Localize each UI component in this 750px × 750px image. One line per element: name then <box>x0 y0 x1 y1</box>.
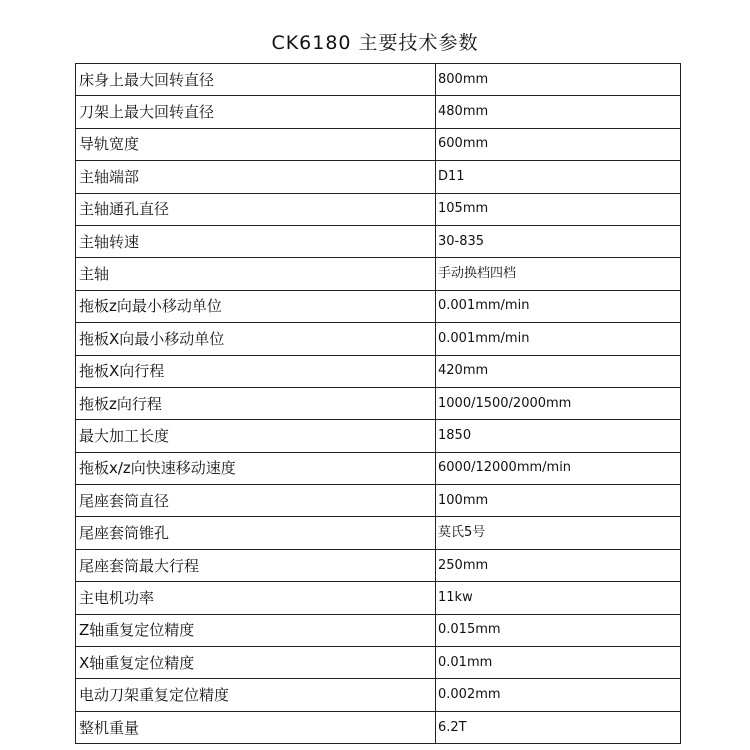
param-value-cell: 105mm <box>436 193 681 225</box>
param-name-cell: X轴重复定位精度 <box>76 647 436 679</box>
param-name-cell: 主轴转速 <box>76 225 436 257</box>
table-row <box>76 485 681 517</box>
table-row <box>76 647 681 679</box>
param-name-cell: 主轴端部 <box>76 161 436 193</box>
table-row <box>76 452 681 484</box>
param-name-cell: 主电机功率 <box>76 582 436 614</box>
table-row <box>76 711 681 743</box>
param-name-cell: 拖板X向最小移动单位 <box>76 323 436 355</box>
table-row <box>76 193 681 225</box>
table-row <box>76 290 681 322</box>
param-name-cell: 主轴通孔直径 <box>76 193 436 225</box>
param-name-cell: Z轴重复定位精度 <box>76 614 436 646</box>
param-value-cell: 1850 <box>436 420 681 452</box>
param-value-cell: D11 <box>436 161 681 193</box>
spec-table-body <box>76 64 681 744</box>
param-value-cell: 30-835 <box>436 225 681 257</box>
table-row <box>76 258 681 290</box>
param-value-cell: 莫氏5号 <box>436 517 681 549</box>
param-name-cell: 床身上最大回转直径 <box>76 64 436 96</box>
param-value-cell: 0.002mm <box>436 679 681 711</box>
param-name-cell: 刀架上最大回转直径 <box>76 96 436 128</box>
param-name-cell: 导轨宽度 <box>76 128 436 160</box>
param-value-cell: 600mm <box>436 128 681 160</box>
table-row <box>76 323 681 355</box>
param-value-cell: 0.01mm <box>436 647 681 679</box>
param-value-cell: 800mm <box>436 64 681 96</box>
table-row <box>76 549 681 581</box>
param-name-cell: 电动刀架重复定位精度 <box>76 679 436 711</box>
param-name-cell: 整机重量 <box>76 711 436 743</box>
param-name-cell: 尾座套筒锥孔 <box>76 517 436 549</box>
param-name-cell: 尾座套筒最大行程 <box>76 549 436 581</box>
param-value-cell: 0.015mm <box>436 614 681 646</box>
param-name-cell: 拖板z向最小移动单位 <box>76 290 436 322</box>
table-row <box>76 225 681 257</box>
table-row <box>76 679 681 711</box>
param-name-cell: 尾座套筒直径 <box>76 485 436 517</box>
table-row <box>76 64 681 96</box>
param-name-cell: 拖板z向行程 <box>76 387 436 419</box>
table-row <box>76 161 681 193</box>
page-title: CK6180 主要技术参数 <box>271 32 479 54</box>
param-name-cell: 拖板X向行程 <box>76 355 436 387</box>
param-value-cell: 0.001mm/min <box>436 323 681 355</box>
table-row <box>76 355 681 387</box>
param-value-cell: 手动换档四档 <box>436 258 681 290</box>
table-row <box>76 614 681 646</box>
table-row <box>76 582 681 614</box>
table-row <box>76 517 681 549</box>
table-row <box>76 96 681 128</box>
table-row <box>76 387 681 419</box>
param-value-cell: 1000/1500/2000mm <box>436 387 681 419</box>
param-value-cell: 420mm <box>436 355 681 387</box>
param-name-cell: 最大加工长度 <box>76 420 436 452</box>
param-value-cell: 6000/12000mm/min <box>436 452 681 484</box>
param-value-cell: 6.2T <box>436 711 681 743</box>
param-value-cell: 11kw <box>436 582 681 614</box>
param-value-cell: 100mm <box>436 485 681 517</box>
param-value-cell: 480mm <box>436 96 681 128</box>
table-row <box>76 420 681 452</box>
param-value-cell: 0.001mm/min <box>436 290 681 322</box>
param-value-cell: 250mm <box>436 549 681 581</box>
table-row <box>76 128 681 160</box>
param-name-cell: 主轴 <box>76 258 436 290</box>
spec-table <box>75 63 681 744</box>
param-name-cell: 拖板x/z向快速移动速度 <box>76 452 436 484</box>
